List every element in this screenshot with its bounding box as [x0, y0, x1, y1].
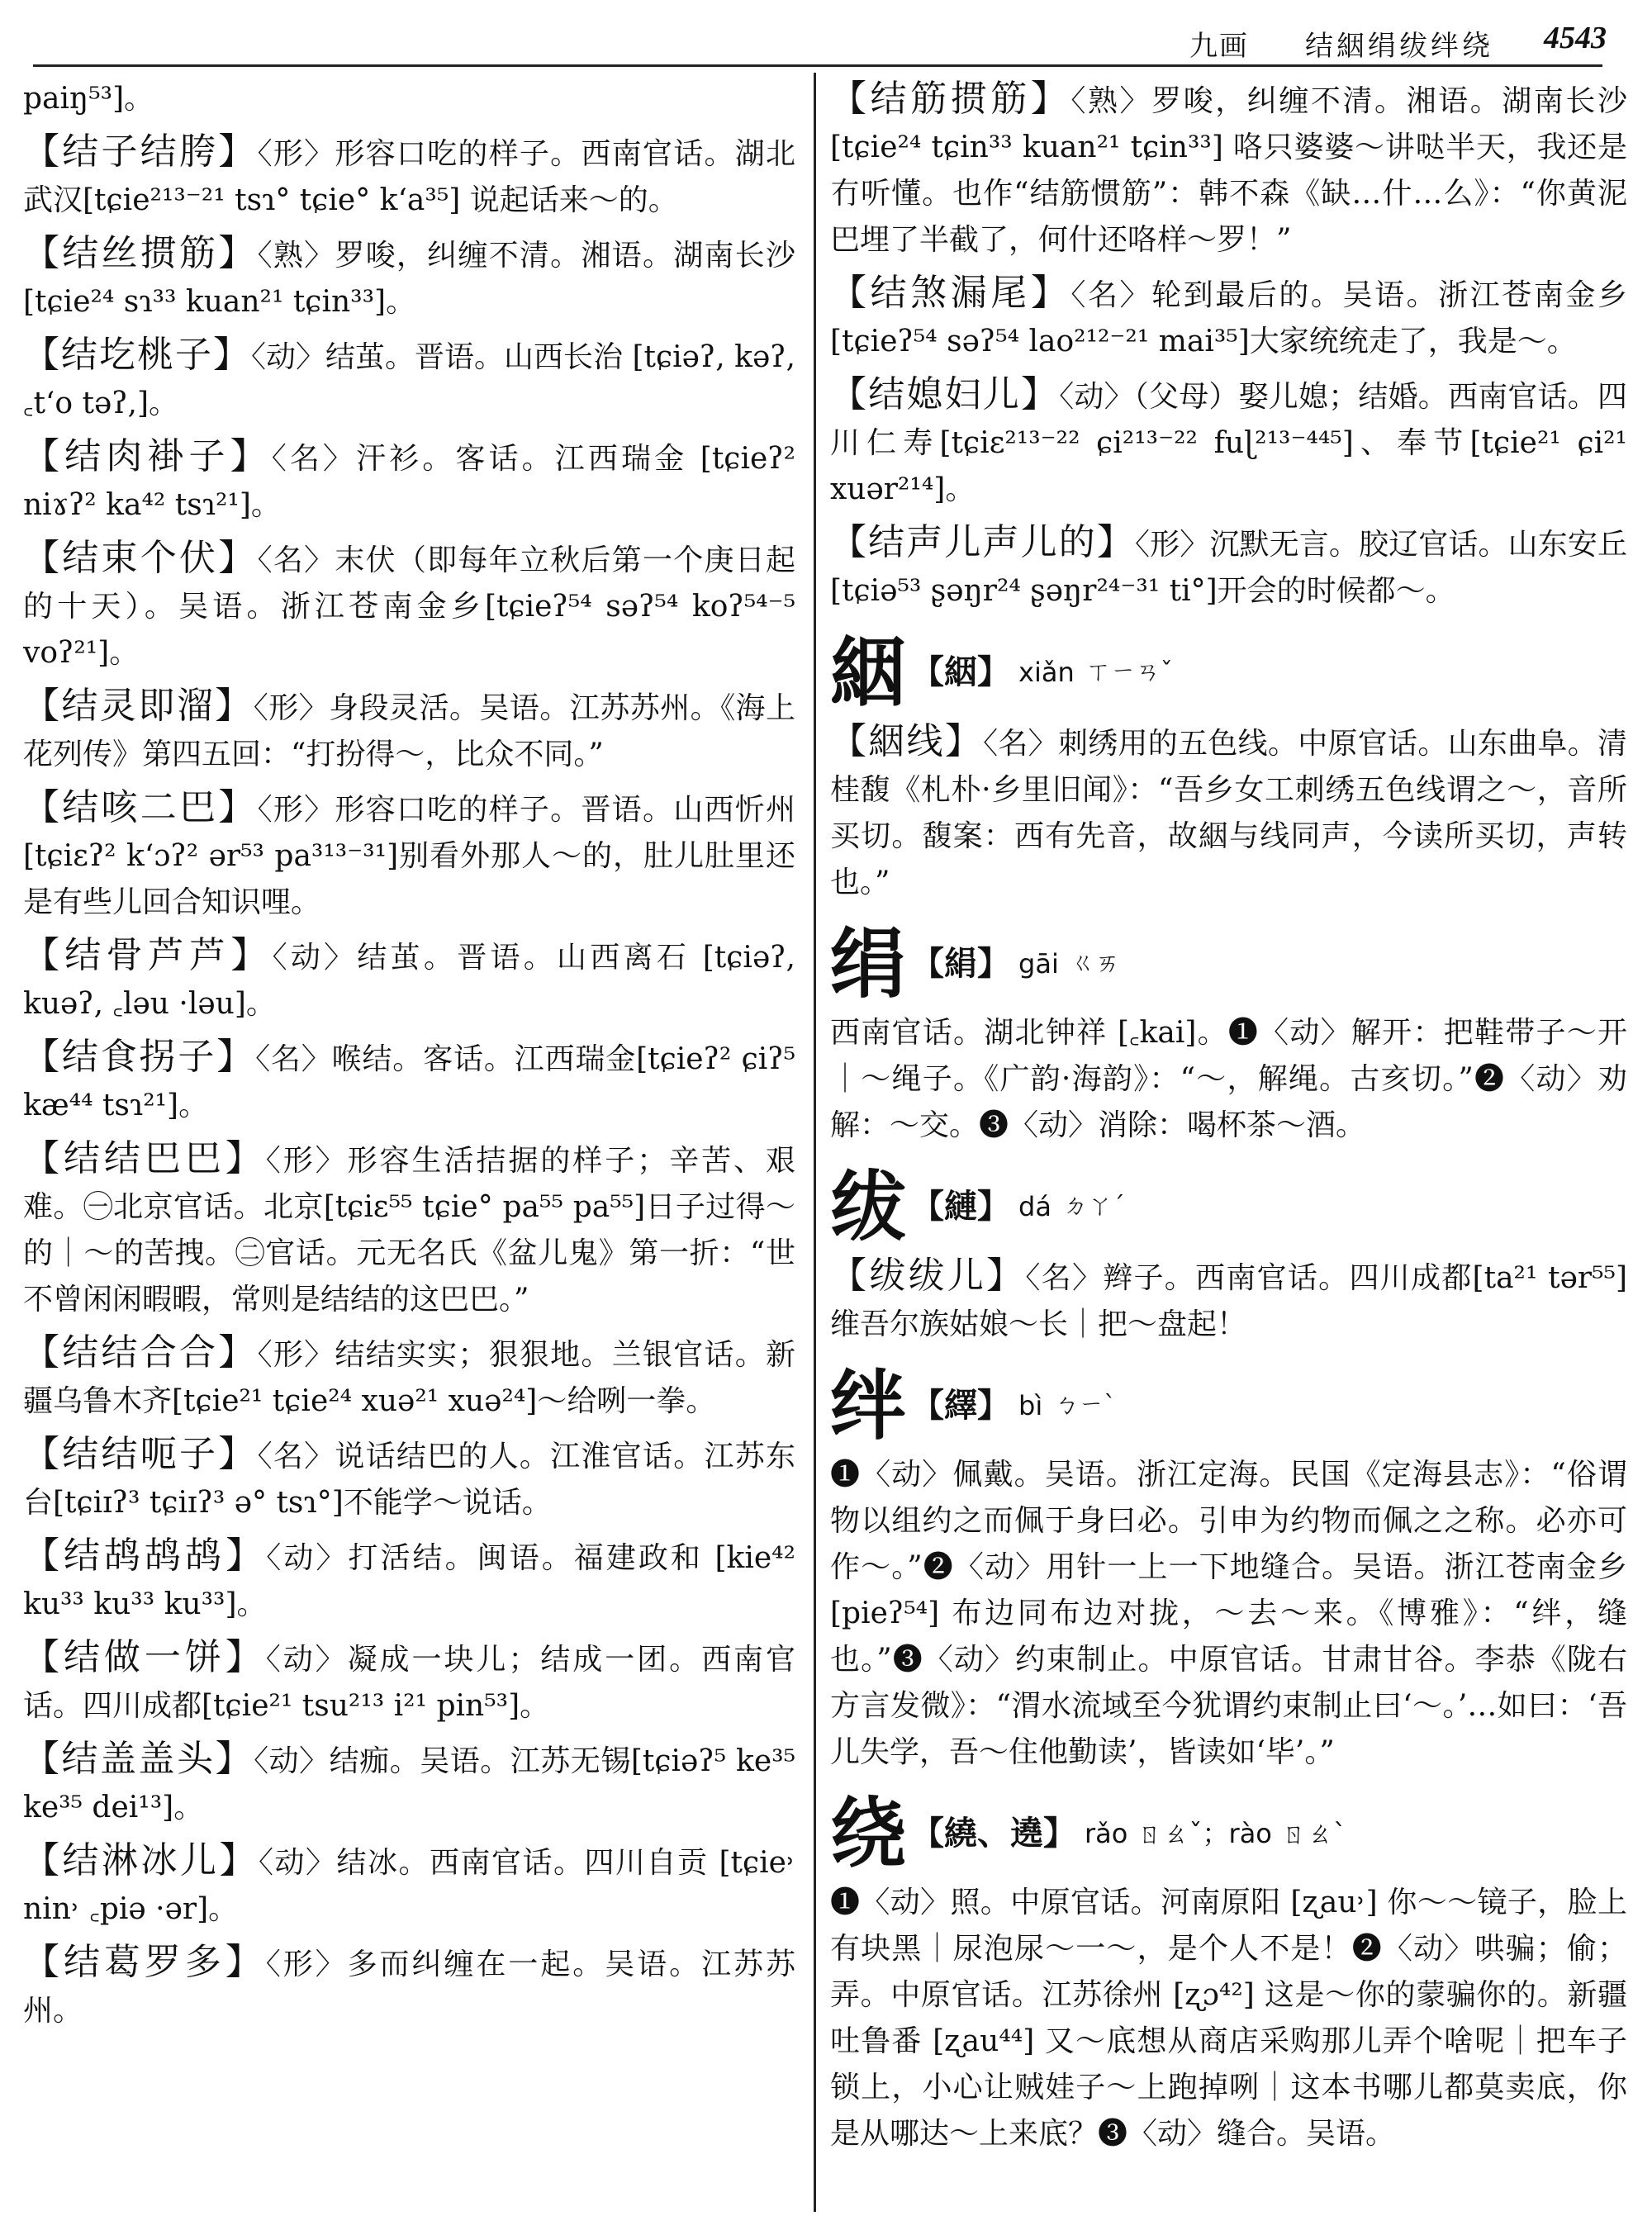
entry-headword: 【结淋冰儿】 — [23, 1839, 259, 1881]
entry-headword: 【结鸪鸪鸪】 — [23, 1535, 267, 1577]
header-characters: 结絪绢绂绊绕 — [1305, 30, 1493, 63]
entry — [830, 372, 1627, 513]
entry-text: ❶〈动〉照。中原官话。河南原阳 [ʐau˒] 你～～镜子，脸上有块黑｜尿泡尿～一～，是个人不是！❷〈动〉哄骗；偷；弄。中原官话。江苏徐州 [ʐɔ⁴²] 这是～你的蒙骗你的。新疆吐鲁番 [ʐau⁴⁴] 又～底想从商店采购那儿弄个啥呢｜把车子锁上，小心让贼娃子～上跑掉咧｜这本书哪儿都莫卖底，你是从哪达～上来底？❸〈动〉缝合。吴语。 — [830, 1886, 1627, 2151]
entry — [23, 1736, 795, 1831]
head-character: 绢 — [830, 919, 907, 1008]
entry — [830, 719, 1627, 906]
entry-headword: 【絪线】 — [830, 720, 984, 762]
entry-text: 〈动〉结茧。晋语。山西长治 [tɕiəʔ, kəʔ, ꜀t‘o təʔ,]。 — [23, 340, 795, 420]
entry — [23, 785, 795, 926]
entry-text: ❶〈动〉佩戴。吴语。浙江定海。民国《定海县志》：“俗谓物以组约之而佩于身曰必。引申为约物而佩之之称。必亦可作～。”❷〈动〉用针一上一下地缝合。吴语。浙江苍南金乡[pieʔ⁵⁴] 布边同布边对拢，～去～来。《博雅》：“绊，缝也。”❸〈动〉约束制止。中原官话。甘肃甘谷。李恭《陇右方言发微》：“渭水流域至今犹谓约束制止曰‘～。’…如曰：‘吾儿失学，吾～住他勤读’，皆读如‘毕’。” — [830, 1458, 1627, 1769]
entry-text: 〈形〉沉默无言。胶辽官话。山东安丘[tɕiə⁵³ ʂəŋr²⁴ ʂəŋr²⁴⁻³¹ ti°]开会的时候都～。 — [830, 528, 1627, 608]
header-rule — [33, 64, 1602, 67]
entry-text: 〈动〉结冰。西南官话。四川自贡 [tɕie˒ nin˒ ꜀piə ·ər]。 — [23, 1846, 795, 1926]
entry-headword: 【结筋掼筋】 — [830, 78, 1071, 120]
pinyin: xiǎn — [1018, 657, 1075, 688]
entry — [830, 1010, 1627, 1149]
entry-text: 〈动〉凝成一块儿；结成一团。西南官话。四川成都[tɕie²¹ tsu²¹³ i²¹ pin⁵³]。 — [23, 1643, 795, 1723]
entry — [23, 1939, 795, 2034]
left-column — [23, 76, 795, 2041]
entry-text: 〈动〉结茧。晋语。山西离石 [tɕiəʔ, kuəʔ, ꜀ləu ·ləu]。 — [23, 941, 795, 1021]
entry-headword: 【结葛罗多】 — [23, 1941, 266, 1983]
traditional-form: 【縺】 — [911, 1187, 1011, 1226]
entry-text: 〈形〉多而纠缠在一起。吴语。江苏苏州。 — [23, 1948, 795, 2028]
head-character: 绂 — [830, 1162, 907, 1251]
page-number: 4543 — [1544, 21, 1607, 55]
entry — [23, 535, 795, 676]
entry-headword: 【结肉褂子】 — [23, 435, 272, 477]
entry-headword: 【结灵即溜】 — [23, 685, 254, 727]
entry — [23, 434, 795, 529]
entry — [830, 1880, 1627, 2157]
entry — [23, 932, 795, 1027]
entry-headword: 【结束个伏】 — [23, 537, 258, 579]
entry-headword: 【结丝掼筋】 — [23, 232, 258, 274]
entry-headword: 【结做一饼】 — [23, 1636, 266, 1678]
section-label: 九画 — [1189, 30, 1249, 63]
entry-headword: 【结盖盖头】 — [23, 1738, 254, 1780]
entry — [23, 129, 795, 224]
entry-headword: 【结食拐子】 — [23, 1036, 256, 1078]
entry — [830, 520, 1627, 614]
entry-text: 〈形〉形容口吃的样子。晋语。山西忻州[tɕiɛʔ² k‘ɔʔ² ər⁵³ pa³¹³⁻³¹]别看外那人～的，肚儿肚里还是有些儿回合知识哩。 — [23, 793, 795, 919]
traditional-form: 【絹】 — [911, 944, 1011, 983]
entry-headword: 【结结巴巴】 — [23, 1137, 266, 1179]
pinyin: rǎo ㄖㄠˇ；rào ㄖㄠˋ — [1085, 1818, 1347, 1849]
traditional-form: 【繹】 — [911, 1386, 1011, 1425]
entry — [830, 1253, 1627, 1348]
entry-headword: 【结圪桃子】 — [23, 334, 251, 376]
entry-text: 〈名〉喉结。客话。江西瑞金[tɕieʔ² ɕiʔ⁵ kæ⁴⁴ tsɿ²¹]。 — [23, 1042, 795, 1122]
entry-text: 〈名〉说话结巴的人。江淮官话。江苏东台[tɕiɪʔ³ tɕiɪʔ³ ə° tsɿ°]不能学～说话。 — [23, 1440, 795, 1520]
entry-text: 〈动〉（父母）娶儿媳；结婚。西南官话。四川仁寿[tɕiɛ²¹³⁻²² ɕi²¹³⁻²² fuɭ²¹³⁻⁴⁴⁵]、奉节[tɕie²¹ ɕi²¹ xuər²¹⁴]。 — [830, 380, 1627, 506]
entry — [23, 1635, 795, 1729]
entry-headword: 【结结合合】 — [23, 1331, 258, 1374]
traditional-form: 【繞、遶】 — [911, 1814, 1077, 1853]
pinyin: dá — [1018, 1191, 1051, 1222]
entry-headword: 【结结呃子】 — [23, 1433, 258, 1475]
entry-headword: 【结咳二巴】 — [23, 786, 258, 828]
entry-headword: 【结声儿声儿的】 — [830, 521, 1135, 563]
entry — [830, 270, 1627, 365]
zhuyin: ㄒㄧㄢˇ — [1085, 657, 1173, 686]
entry-text: 〈熟〉罗唆，纠缠不清。湘语。湖南长沙[tɕie²⁴ sɿ³³ kuan²¹ tɕin³³]。 — [23, 239, 795, 319]
entry-text: 〈形〉结结实实；狠狠地。兰银官话。新疆乌鲁木齐[tɕie²¹ tɕie²⁴ xuə²¹ xuə²⁴]～给咧一拳。 — [23, 1338, 795, 1418]
entry-headword: 【结煞漏尾】 — [830, 272, 1071, 314]
entry-text: 〈形〉形容生活拮据的样子；辛苦、艰难。㊀北京官话。北京[tɕiɛ⁵⁵ tɕie° pa⁵⁵ pa⁵⁵]日子过得～的｜～的苦拽。㊁官话。元无名氏《盆儿鬼》第一折：“世不曾闲闲暇暇，常则是结结的这巴巴。” — [23, 1144, 795, 1317]
head-character-block — [830, 1361, 1627, 1450]
entry — [23, 683, 795, 778]
head-character-block — [830, 919, 1627, 1008]
entry-text: 〈名〉末伏（即每年立秋后第一个庚日起的十天）。吴语。浙江苍南金乡[tɕieʔ⁵⁴ səʔ⁵⁴ koʔ⁵⁴⁻⁵ voʔ²¹]。 — [23, 543, 795, 670]
entry — [23, 1431, 795, 1526]
entry — [23, 230, 795, 325]
entry — [23, 1136, 795, 1323]
head-character-block — [830, 1162, 1627, 1251]
traditional-form: 【絪】 — [911, 652, 1011, 691]
entry-text: 〈形〉形容口吃的样子。西南官话。湖北武汉[tɕie²¹³⁻²¹ tsɿ° tɕie° k‘a³⁵] 说起话来～的。 — [23, 137, 795, 217]
zhuyin: ㄉㄚˊ — [1062, 1192, 1125, 1221]
entry-text: 〈动〉结痂。吴语。江苏无锡[tɕiəʔ⁵ ke³⁵ ke³⁵ dei¹³]。 — [23, 1744, 796, 1824]
running-header — [33, 15, 1623, 63]
head-character: 绊 — [830, 1361, 907, 1450]
pinyin: bì — [1018, 1390, 1043, 1421]
head-character: 绕 — [830, 1789, 907, 1878]
head-character-block — [830, 1789, 1627, 1878]
entry-text: 西南官话。湖北钟祥 [꜀kai]。❶〈动〉解开：把鞋带子～开｜～绳子。《广韵·海韵》：“～，解绳。古亥切。”❷〈动〉劝解：～交。❸〈动〉消除：喝杯茶～酒。 — [830, 1016, 1627, 1142]
entry-text: 〈名〉轮到最后的。吴语。浙江苍南金乡[tɕieʔ⁵⁴ səʔ⁵⁴ lao²¹²⁻²¹ mai³⁵]大家统统走了，我是～。 — [830, 278, 1627, 358]
head-character: 絪 — [830, 628, 907, 717]
entry — [23, 1034, 795, 1129]
entry-text: 〈名〉辫子。西南官话。四川成都[ta²¹ tər⁵⁵] 维吾尔族姑娘～长｜把～盘起！ — [830, 1261, 1628, 1341]
entry — [23, 1533, 795, 1628]
entry — [830, 76, 1627, 263]
entry-text: 〈形〉身段灵活。吴语。江苏苏州。《海上花列传》第四五回：“打扮得～，比众不同。” — [23, 691, 795, 771]
right-column — [830, 76, 1627, 2164]
entry-text: 〈动〉打活结。闽语。福建政和 [kie⁴² ku³³ ku³³ ku³³]。 — [23, 1541, 795, 1621]
zhuyin: ㄅㄧˋ — [1054, 1391, 1117, 1420]
entry-text: 〈名〉汗衫。客话。江西瑞金 [tɕieʔ² niɤʔ² ka⁴² tsɿ²¹]。 — [23, 442, 796, 522]
entry — [830, 1452, 1627, 1776]
entry — [23, 1330, 795, 1425]
entry-headword: 【结子结胯】 — [23, 130, 258, 173]
column-divider — [814, 73, 816, 2212]
entry-headword: 【绂绂儿】 — [830, 1255, 1026, 1297]
entry — [23, 1838, 795, 1933]
entry-text: 〈熟〉罗唆，纠缠不清。湘语。湖南长沙[tɕie²⁴ tɕin³³ kuan²¹ tɕin³³] 咯只婆婆～讲哒半天，我还是冇听懂。也作“结筋惯筋”：韩不森《缺…什…么》：“你黄泥巴埋了半截了，何什还咯样～罗！” — [830, 84, 1627, 257]
entry — [23, 332, 795, 427]
entry-headword: 【结媳妇儿】 — [830, 373, 1060, 415]
pinyin: gāi — [1018, 948, 1059, 980]
entry: paiŋ⁵³]。 — [23, 82, 154, 116]
entry-headword: 【结骨芦芦】 — [23, 934, 273, 976]
entry-text: 〈名〉刺绣用的五色线。中原官话。山东曲阜。清桂馥《札朴·乡里旧闻》：“吾乡女工刺绣五色线谓之～，音所买切。馥案：西有先音，故絪与线同声，今读所买切，声转也。” — [830, 727, 1627, 899]
head-character-block — [830, 628, 1627, 717]
zhuyin: ㄍㄞ — [1070, 949, 1120, 978]
